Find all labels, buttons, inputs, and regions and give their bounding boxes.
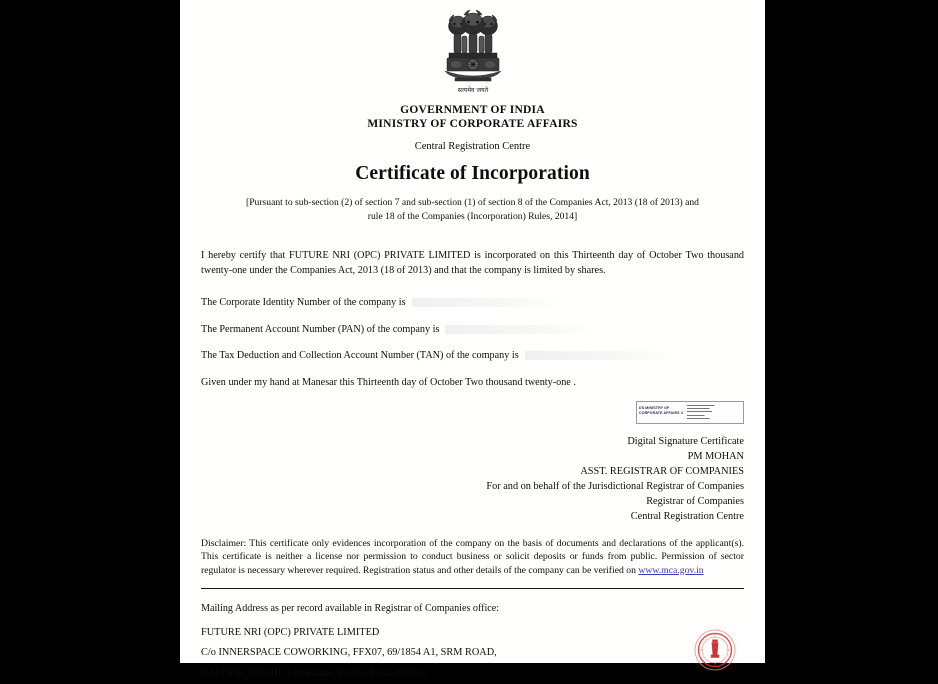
digital-signature-stamp-details: ▬▬▬▬▬▬▬▬▬▬▬ ▬▬▬▬▬▬▬▬▬ ▬▬▬▬▬▬▬▬▬▬ ▬▬▬▬▬▬▬ ▬▬▬▬▬▬▬▬▬ [687,404,715,420]
tan-value-redacted [525,351,675,360]
pursuant-line-1: [Pursuant to sub-section (2) of section 7 and sub-section (1) of section 8 of the Companies Act, 2013 (18 of 2013) and [246,197,699,208]
emblem-motto-text: सत्यमेव जयते [457,87,488,94]
certificate-page [180,0,765,679]
government-of-india-line: GOVERNMENT OF INDIA [400,104,545,116]
pan-label: The Permanent Account Number (PAN) of the company is [201,323,440,335]
section-divider [201,588,744,589]
disclaimer-block [194,537,751,577]
mailing-address-heading: Mailing Address as per record available in Registrar of Companies office: [201,602,500,614]
authority-line: Central Registration Centre [414,141,531,152]
mailing-address-line-2: C/o INNERSPACE COWORKING, FFX07, 69/1854 A1, SRM ROAD, [201,647,497,659]
signatory-centre: Central Registration Centre [630,511,744,522]
mailing-address-block [194,602,751,684]
certify-paragraph: I hereby certify that FUTURE NRI (OPC) PRIVATE LIMITED is incorporated on this Thirteenth day of October Two thousand twenty-one under the Companies Act, 2013 (18 of 2013) and that the company is limited by shares. [201,250,744,276]
digital-signature-stamp [636,401,744,424]
given-under-hand-line: Given under my hand at Manesar this Thirteenth day of October Two thousand twenty-one . [201,376,576,388]
pursuant-line-2: rule 18 of the Companies (Incorporation) Rules, 2014] [367,210,578,222]
signatory-designation: ASST. REGISTRAR OF COMPANIES [580,466,744,477]
ashoka-lion-capital-emblem [441,7,505,99]
signatory-name: PM MOHAN [687,451,744,462]
pan-row [201,323,744,338]
mailing-company-name: FUTURE NRI (OPC) PRIVATE LIMITED [201,626,380,638]
ministry-line: MINISTRY OF CORPORATE AFFAIRS [367,117,578,130]
cin-row [201,296,744,311]
signatory-behalf: For and on behalf of the Jurisdictional Registrar of Companies [486,481,744,492]
tan-row [201,349,744,364]
digital-signature-stamp-label: DS MINISTRY OF CORPORATE AFFAIRS 4 [639,406,683,415]
emblem-container [194,0,751,104]
signatory-office: Registrar of Companies [646,496,744,507]
certificate-content [194,0,751,684]
pursuant-statement [194,196,751,223]
disclaimer-text: Disclaimer: This certificate only evidences incorporation of the company on the basis of documents and declarations of the applicant(s). This certificate is neither a license nor permission to conduct business or solicit deposits or funds from public. Permission of sector regulator is necessary wherever required. Registration status and other details of the company can be verified on [201,538,744,576]
signature-line-dsc: Digital Signature Certificate [627,436,744,447]
mca-website-link[interactable]: www.mca.gov.in [638,564,704,576]
page-title: Certificate of Incorporation [355,163,590,184]
red-circular-office-seal [693,628,737,672]
pan-value-redacted [445,325,595,334]
signature-block [194,401,751,524]
government-heading [194,104,751,131]
cin-value-redacted [412,298,562,307]
cin-label: The Corporate Identity Number of the company is [201,297,406,308]
tan-label: The Tax Deduction and Collection Account Number (TAN) of the company is [201,350,519,361]
certificate-body [194,249,751,390]
mailing-address-line-3: KALOOR, KOCHI, Ernakulam, Kerala, India, 682018 [201,667,427,679]
